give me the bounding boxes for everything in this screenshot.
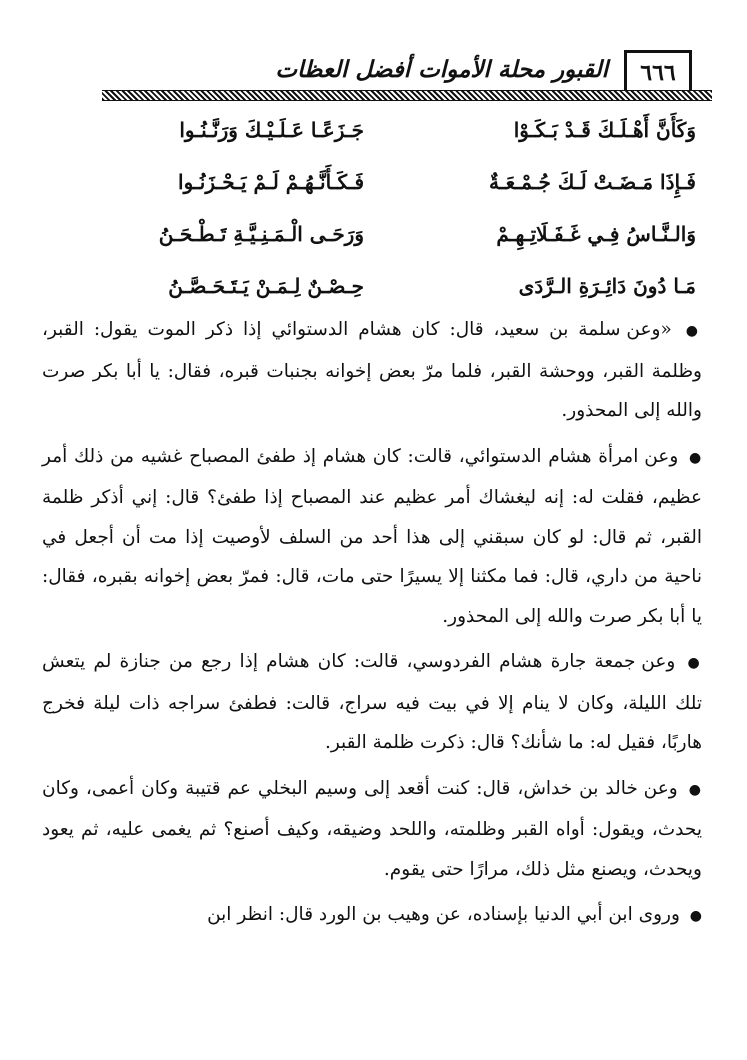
verse-second-hemistich: فَـكَـأَنَّـهُـمْ لَـمْ يَـحْـزَنُـوا: [178, 170, 364, 194]
poem-verse: [118, 214, 696, 266]
paragraph: [42, 769, 702, 890]
bullet-icon: ●: [688, 781, 702, 798]
paragraph-text: وعن جمعة جارة هشام الفردوسي، قالت: كان هشام إذا رجع من جنازة لم يتعش تلك الليلة، وكان لا ينام إلا في بيت فيه سراج، قالت: فطفئ سراجه ذات ليلة فخرج هاربًا، فقيل له: ما شأنك؟ قال: ذكرت ظلمة القبر.: [42, 651, 702, 753]
poem: [118, 110, 696, 318]
header-divider: [102, 90, 712, 101]
paragraph-text: «وعن سلمة بن سعيد، قال: كان هشام الدستوائي إذا ذكر الموت يقول: القبر، وظلمة القبر، ووحشة القبر، فلما مرّ بعض إخوانه بجنبات قبره، فقال: يا أبا بكر صرت والله إلى المحذور.: [42, 319, 702, 421]
verse-first-hemistich: وَكَأَنَّ أَهْـلَـكَ قَـدْ بَـكَـوْا: [513, 118, 696, 142]
paragraph-text: وعن خالد بن خداش، قال: كنت أقعد إلى وسيم البخلي عم قتيبة وكان أعمى، وكان يحدث، ويقول: أواه القبر وظلمته، واللحد وضيقه، وكيف أصنع؟ ثم يغمى عليه، ثم يعود ويحدث، ويصنع مثل ذلك، مرارًا حتى يقوم.: [42, 777, 702, 880]
paragraph: [42, 310, 702, 431]
verse-second-hemistich: وَرَحَـى الْـمَـنِـيَّـةِ تَـطْـحَـنُ: [158, 222, 364, 246]
bullet-icon: ●: [689, 908, 702, 924]
paragraph: [42, 642, 702, 763]
verse-first-hemistich: فَـإِذَا مَـضَـتْ لَـكَ جُـمْـعَـةٌ: [489, 170, 696, 194]
bullet-icon: ●: [688, 449, 702, 466]
verse-first-hemistich: وَالـنَّـاسُ فِـي غَـفَـلَاتِـهِـمْ: [496, 222, 696, 246]
page-number: ٦٦٦: [624, 50, 692, 92]
verse-second-hemistich: حِـصْـنٌ لِـمَـنْ يَـتَـحَـصَّـنُ: [168, 274, 364, 298]
paragraph-text: وروى ابن أبي الدنيا بإسناده، عن وهيب بن الورد قال: انظر ابن: [207, 904, 680, 925]
paragraph: [42, 437, 702, 637]
body-text: [42, 310, 702, 943]
verse-first-hemistich: مَـا دُونَ دَائِـرَةِ الـرَّدَى: [518, 274, 696, 298]
running-title: القبور محلة الأموات أفضل العظات: [275, 56, 608, 83]
paragraph-text: وعن امرأة هشام الدستوائي، قالت: كان هشام إذ طفئ المصباح غشيه من ذلك أمر عظيم، فقلت له: إنه ليغشاك أمر عظيم عند المصباح إذا طفئ؟ قال: إني أذكر ظلمة القبر، ثم قال: لو كان سبقني إلى هذا أحد من السلف لأوصيت إذا مت أن أجعل في ناحية من داري، قال: فما مكثنا إلا يسيرًا حتى مات، قال: فمرّ بعض إخوانه بقبره، فقال: يا أبا بكر صرت والله إلى المحذور.: [42, 445, 702, 627]
poem-verse: [118, 162, 696, 214]
page-header: [102, 50, 712, 102]
verse-second-hemistich: جَـزَعًـا عَـلَـيْـكَ وَرَنَّـنُـوا: [179, 118, 364, 142]
paragraph: [42, 895, 702, 937]
bullet-icon: ●: [685, 323, 703, 339]
bullet-icon: ●: [687, 655, 703, 671]
poem-verse: [118, 110, 696, 162]
